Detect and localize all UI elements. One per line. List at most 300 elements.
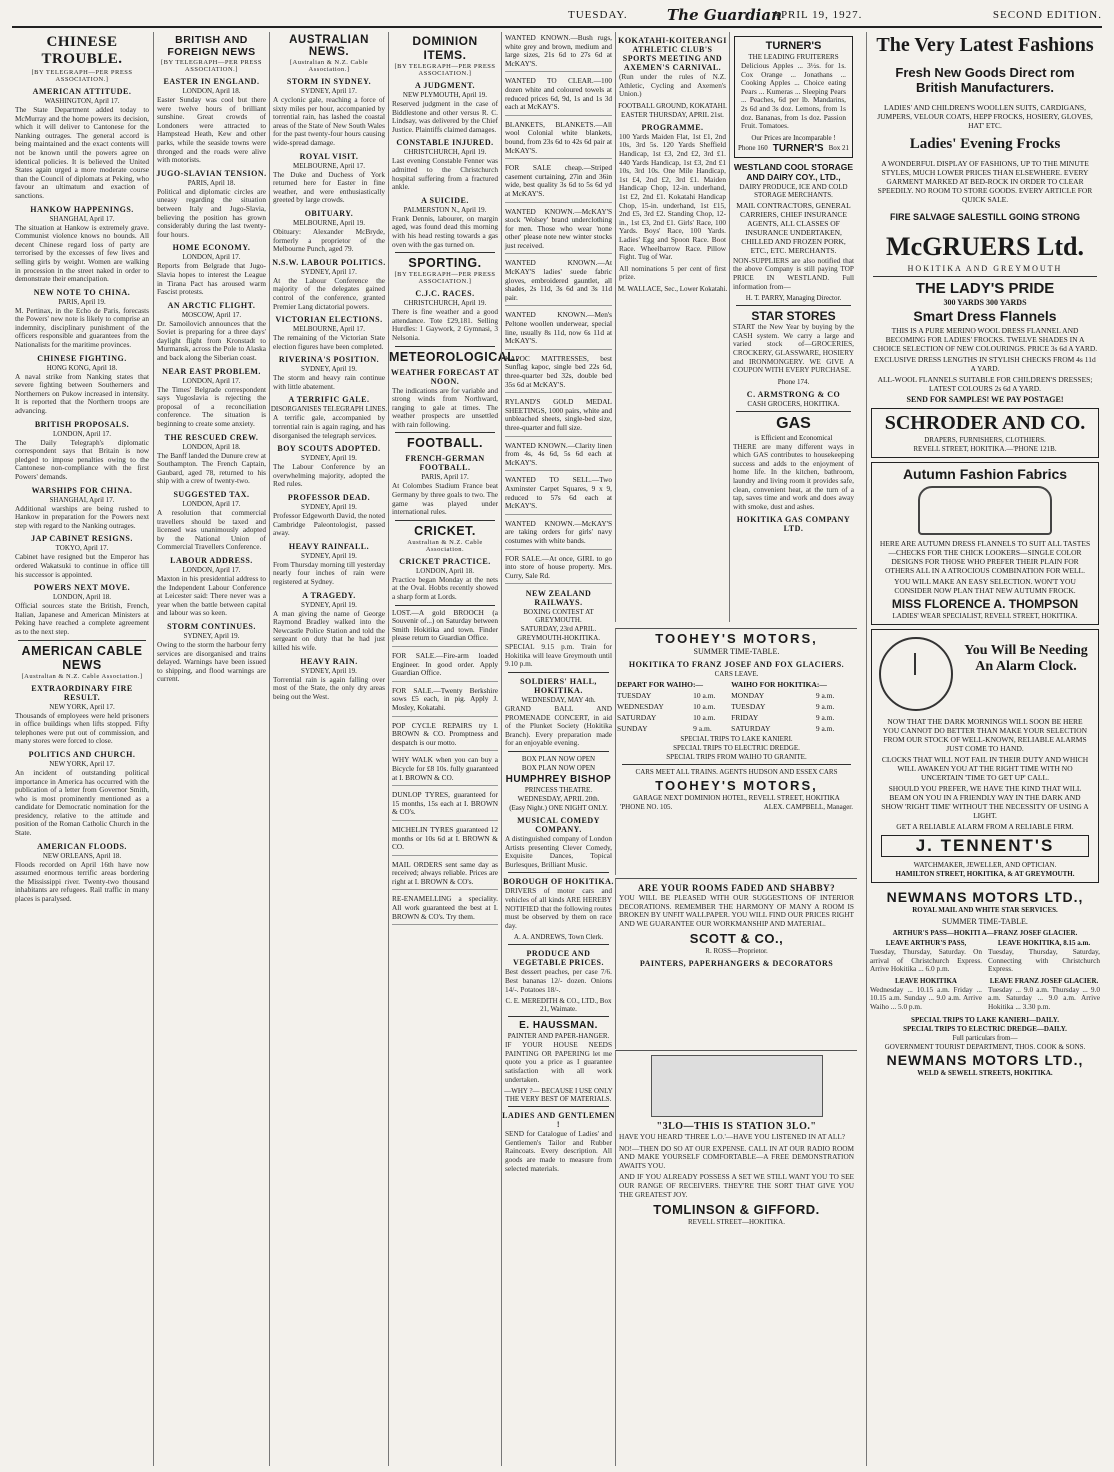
divider bbox=[508, 1106, 609, 1107]
masthead-date: APRIL 19, 1927. bbox=[772, 9, 863, 21]
dateline: SYDNEY, April 19. bbox=[183, 631, 240, 640]
article-text: A naval strike from Nanking states that severe fighting between Southerners and Northerners on Pukow increased in intensity. It is reported that the Northern troops are advancing. bbox=[15, 371, 149, 416]
dateline: LONDON, April 18. bbox=[182, 87, 241, 95]
radio-illustration bbox=[651, 1055, 823, 1117]
newmans-leave: LEAVE HOKITIKA, 8.15 a.m. bbox=[997, 939, 1091, 947]
railways-sub: BOXING CONTEST AT GREYMOUTH. bbox=[523, 608, 594, 625]
article-text: Reserved judgment in the case of Biddlestone and other versus R. C. Lindsay, was delivered by the Chief Justice. Plaintiffs claimed damages. bbox=[392, 99, 498, 134]
classified-ad: FOR SALE.—At once, GIRL to go into store of house property. Mrs. Curry, Sale Rd. bbox=[505, 555, 612, 585]
toohey-sub: SUMMER TIME-TABLE. bbox=[693, 647, 780, 656]
dateline: SYDNEY, April 19. bbox=[301, 454, 357, 463]
railways-dest: GREYMOUTH-HOKITIKA. bbox=[516, 634, 600, 643]
ladys-pride-sub: Smart Dress Flannels bbox=[913, 308, 1057, 324]
headline: FOOTBALL. bbox=[406, 436, 483, 451]
table-row bbox=[616, 701, 857, 712]
article-text: At Colombes Stadium France beat Germany by three goals to two. The game was played under international rules. bbox=[392, 481, 498, 517]
table-cell: 10 a.m. bbox=[693, 713, 716, 722]
article-text: Reports from Belgrade that Jugo-Slavia hopes to interest the League in Tirana Pact has aroused warm Fascist protests. bbox=[157, 261, 266, 297]
table-cell: 9 a.m. bbox=[815, 702, 835, 711]
headline: AUSTRALIAN NEWS. bbox=[289, 34, 369, 58]
classified-ad: WANTED KNOWN.—Men's Peltone woollen underwear, special line, usually 8s 11d, now 6s 11d at McKAY'S. bbox=[505, 311, 612, 349]
section-heading: EASTER IN ENGLAND. bbox=[163, 77, 260, 86]
byline: [BY TELEGRAPH—PER PRESS ASSOCIATION.] bbox=[160, 59, 263, 73]
dateline: CHRISTCHURCH, April 19. bbox=[403, 148, 487, 157]
programme-items: 100 Yards Maiden Flat, 1st £1, 2nd 10s, 3rd 5s. 120 Yards Sheffield Handicap, 1st £3, 2nd £2, 3rd £1. 440 Yards Handicap, 1st £3, 2nd £1 10s, 3rd 10s. One Mile Handicap, 1st £4, 2nd £2, 3rd £1. Maiden Handicap Chop, 12-in. underhand, 1st £2, 2nd £1. Kokatahi Handicap Chop, 15-in. underhand, 1st £15, 2nd £5, 3rd £2. Standing Chop, 12-in., 1st £3, 2nd £1. Girls' Race, 100 Yards. Boys' Race, 100 Yards. Ladies' Egg and Spoon Race. Boot Race. Wheelbarrow Race. Pillow Fight. Tug of War. bbox=[619, 131, 726, 262]
masthead-edition: SECOND EDITION. bbox=[992, 9, 1102, 21]
headline: CHINESE TROUBLE. bbox=[41, 34, 123, 67]
column-chinese-trouble bbox=[12, 32, 152, 1466]
section-heading: AN ARCTIC FLIGHT. bbox=[167, 300, 256, 310]
thompson-sub: LADIES' WEAR SPECIALIST, REVELL STREET, HOKITIKA. bbox=[892, 612, 1078, 620]
dateline: MELBOURNE, April 17. bbox=[293, 325, 365, 334]
article-text: The situation at Hankow is extremely grave. Communist violence knows no bounds. All decent Chinese regard loss of party are terrorised by the excesses of few lives and selling girls by weight. Women are walking in procession in the street naked in order to demonstrate their emancipation. bbox=[15, 222, 149, 284]
star-title: STAR STORES bbox=[751, 309, 836, 324]
divider bbox=[622, 764, 851, 765]
dateline: SYDNEY, April 17. bbox=[301, 87, 357, 95]
company-name: MUSICAL COMEDY COMPANY. bbox=[517, 816, 600, 835]
turners-foot: TURNER'S bbox=[772, 142, 824, 154]
section-heading: C.J.C. RACES. bbox=[415, 289, 475, 299]
theatre-name: PRINCESS THEATRE. bbox=[524, 786, 593, 795]
divider bbox=[395, 346, 495, 347]
headline: CRICKET. bbox=[414, 523, 476, 538]
column-retail-ads bbox=[866, 32, 1103, 1466]
byline: [BY TELEGRAPH—PER PRESS ASSOCIATION.] bbox=[394, 63, 496, 77]
fashions-sub: Fresh New Goods Direct rom British Manufacturers. bbox=[895, 65, 1075, 95]
article-text: Easter Sunday was cool but there were twelve hours of brilliant sunshine. Great crowds of Londoners were attracted to Hampstead Heath, Kew and other parks, while the seaside towns were thronged and the roads were alive with motorists. bbox=[157, 95, 266, 165]
article-text: A cyclonic gale, reaching a force of sixty miles per hour, accompanied by torrential rain, has lashed the coastal areas of the State of New South Wales for the past twenty-four hours causing wide-spread damage. bbox=[273, 95, 385, 147]
toohey-special: SPECIAL TRIPS TO ELECTRIC DREDGE. bbox=[673, 744, 800, 752]
sports-text: (Run under the rules of N.Z. Athletic, Cycling and Axemen's Union.) bbox=[619, 72, 726, 99]
section-heading: ROYAL VISIT. bbox=[299, 151, 359, 161]
masthead-day: TUESDAY. bbox=[568, 9, 628, 21]
article-text: Official sources state the British, French, Italian, Japanese and American Ministers at Peking have reached a complete agreement as to the next step. bbox=[15, 601, 149, 636]
section-heading: BOY SCOUTS ADOPTED. bbox=[277, 444, 381, 454]
masthead-title: The Guardian bbox=[667, 6, 782, 24]
hall-date: WEDNESDAY, MAY 4th. bbox=[521, 696, 596, 705]
newmans-times: Tuesday, Thursday, Saturday. On arrival of Christchurch Express. Arrive Hokitika ... 6.0 p.m. bbox=[870, 947, 982, 974]
dateline: LONDON, April 18. bbox=[53, 593, 111, 602]
ladys-pride-send: SEND FOR SAMPLES! WE PAY POSTAGE! bbox=[906, 395, 1064, 404]
scott-co-ad bbox=[615, 878, 857, 1049]
section-heading: OBITUARY. bbox=[304, 208, 354, 218]
borough-title: BOROUGH OF HOKITIKA. bbox=[503, 877, 614, 887]
table-cell: SUNDAY bbox=[617, 724, 648, 733]
article-text: Torrential rain is again falling over most of the State, the only dry areas being out the West. bbox=[273, 674, 385, 701]
classified-ad: WHY WALK when you can buy a Bicycle for £8 10s. fully guaranteed at I. BROWN & CO. bbox=[392, 756, 498, 786]
toohey-manager: ALEX. CAMPBELL, Manager. bbox=[763, 803, 853, 811]
show-night: (Easy Night.) ONE NIGHT ONLY. bbox=[509, 804, 608, 813]
radio-text: NO!—THEN DO SO AT OUR EXPENSE. CALL IN AT OUR RADIO ROOM AND MAKE YOURSELF COMFORTABLE—A FREE DEMONSTRATION AWAITS YOU. bbox=[619, 1143, 854, 1170]
section-heading: AMERICAN FLOODS. bbox=[37, 841, 127, 851]
newmans-dept: GOVERNMENT TOURIST DEPARTMENT, THOS. COOK & SONS. bbox=[884, 1042, 1086, 1051]
fire-salvage: FIRE SALVAGE SALESTILL GOING STRONG bbox=[889, 212, 1080, 222]
turners-items: Delicious Apples ... 3½s. for 1s. Cox Orange ... Jonathans ... Cooking Apples ... Choice eating Pears ... Kumeras ... Sleeping Pears ... Peaches, 6d per lb. Mandarins, 2s 6d and 3s doz. Lemons, from 1s doz. Bananas, from 1s doz. Passion Fruit. Tomatoes. bbox=[741, 61, 846, 131]
classified-ad: WANTED KNOWN.—Bush rugs, white grey and brown, medium and large sizes, 21s 6d to 27s 6d at McKAY'S. bbox=[505, 34, 612, 72]
table-cell: TUESDAY bbox=[731, 702, 766, 711]
column-dominion-items bbox=[388, 32, 520, 1466]
autumn-text: HERE ARE AUTUMN DRESS FLANNELS TO SUIT ALL TASTES—CHECKS FOR THE CHICK LOOKERS—SINGLE COLOR DESIGNS FOR THOSE WHO PREFER THEIR PLAIN FOR OTHERS ALL IN A ATROCIOUS COMBINATION FOR WELL. bbox=[879, 539, 1091, 575]
headline: METEOROLOGICAL. bbox=[389, 349, 520, 364]
article-text: The Banff landed the Dunure crew at Southampton. The French Captain, Gaubard, aged 78, returned to his ship with a crew of twenty-two. bbox=[157, 450, 266, 486]
section-heading: WEATHER FORECAST AT NOON. bbox=[390, 367, 500, 386]
autumn-title: Autumn Fashion Fabrics bbox=[902, 466, 1068, 482]
newmans-times: Tuesday, Thursday, Saturday, Connecting with Christchurch Express. bbox=[988, 947, 1100, 974]
classified-ad: WANTED KNOWN.—McKAY'S are taking orders for girls' navy costumes with white bands. bbox=[505, 520, 612, 550]
toohey-meet: CARS MEET ALL TRAINS. AGENTS HUDSON AND ESSEX CARS bbox=[635, 768, 838, 776]
article-text: A man giving the name of George Raymond Bradley walked into the Newcastle Police Station and told the sergeant on duty that he had just killed his wife. bbox=[273, 608, 385, 652]
newmans-leave: LEAVE HOKITIKA bbox=[895, 976, 957, 985]
section-heading: CRICKET PRACTICE. bbox=[399, 556, 491, 566]
table-cell: SATURDAY bbox=[731, 724, 771, 733]
toohey-timetable bbox=[616, 679, 857, 734]
newmans-foot: NEWMANS MOTORS LTD., bbox=[886, 1051, 1084, 1068]
dateline: SYDNEY, April 19. bbox=[301, 551, 357, 560]
section-heading: CHINESE FIGHTING. bbox=[37, 353, 127, 363]
table-cell: SATURDAY bbox=[617, 713, 657, 722]
ladys-pride-title: THE LADY'S PRIDE bbox=[915, 280, 1055, 297]
byline: [Australian & N.Z. Cable Association.] bbox=[289, 59, 369, 73]
section-heading: POWERS NEXT MOVE. bbox=[33, 583, 131, 593]
table-cell: 9 a.m. bbox=[815, 713, 835, 722]
gas-title: GAS bbox=[776, 414, 811, 432]
railways-title: NEW ZEALAND RAILWAYS. bbox=[525, 589, 592, 608]
article-text: The storm and heavy rain continue with little abatement. bbox=[273, 373, 385, 391]
ladys-pride-text: ALL-WOOL FLANNELS SUITABLE FOR CHILDREN'S DRESSES; LATEST COLOURS 2s 6d A YARD. bbox=[877, 375, 1093, 393]
frocks-text: A WONDERFUL DISPLAY OF FASHIONS, UP TO THE MINUTE STYLES, MUCH LOWER PRICES THAN ELSEWHERE. EVERY GARMENT MARKED AT BED-ROCK IN ORDER TO CLEAR SPEEDILY. NO ROOM TO STORE GOODS. EVERY ARTICLE FOR QUICK SALE. bbox=[877, 159, 1093, 204]
divider bbox=[736, 411, 851, 412]
dateline: MELBOURNE, April 17. bbox=[293, 161, 365, 170]
haussman-why: —WHY ?— BECAUSE I USE ONLY THE VERY BEST OF MATERIALS. bbox=[504, 1087, 613, 1104]
performer-name: HUMPHREY BISHOP bbox=[505, 774, 612, 786]
toohey-leave: CARS LEAVE. bbox=[714, 670, 759, 678]
section-heading: HEAVY RAIN. bbox=[300, 656, 358, 666]
article-text: M. Pertinax, in the Echo de Paris, forecasts the Powers' new note is likely to comprise an indemnity, disciplinary punishment of the officers responsible and guarantees from the Nationalists for the maritime provinces. bbox=[15, 305, 149, 350]
turners-footer bbox=[738, 143, 849, 154]
section-heading: EXTRAORDINARY FIRE RESULT. bbox=[31, 683, 133, 702]
dateline: LONDON, April 18. bbox=[416, 566, 474, 575]
dateline: SYDNEY, April 19. bbox=[301, 365, 357, 374]
schroder-addr: REVELL STREET, HOKITIKA.—'PHONE 121B. bbox=[913, 445, 1057, 453]
produce-sign: C. E. MEREDITH & CO., LTD., Box 21, Waimate. bbox=[505, 997, 612, 1014]
newmans-schedule bbox=[867, 938, 1103, 1015]
section-heading: FRENCH-GERMAN FOOTBALL. bbox=[405, 454, 485, 473]
table-row bbox=[616, 723, 857, 734]
newmans-schedule-left bbox=[867, 938, 985, 1015]
classified-ad: POP CYCLE REPAIRS try I. BROWN & CO. Promptness and despatch is our motto. bbox=[392, 722, 498, 752]
programme-heading: PROGRAMME. bbox=[641, 122, 704, 132]
newmans-sub: ROYAL MAIL AND WHITE STAR SERVICES. bbox=[912, 906, 1058, 914]
section-heading: CONSTABLE INJURED. bbox=[396, 138, 494, 148]
box-plan: BOX PLAN NOW OPEN bbox=[521, 755, 596, 764]
dateline: LONDON, April 17. bbox=[182, 376, 241, 385]
article-text: Political and diplomatic circles are uneasy regarding the situation between Italy and Jugo-Slavia, believing the position has grown considerably during the last twenty-four hours. bbox=[157, 186, 266, 239]
alarm-title: You Will Be Needing An Alarm Clock. bbox=[964, 643, 1088, 674]
fashions-text: LADIES' AND CHILDREN'S WOOLLEN SUITS, CARDIGANS, JUMPERS, VELOUR COATS, HEPP FROCKS, HOSIERY, GLOVES, HAT' ETC. bbox=[877, 103, 1093, 130]
westland-text: MAIL CONTRACTORS, GENERAL CARRIERS, CHIEF INSURANCE AGENTS, ALL CLASSES OF INSURANCE UNDERTAKEN, CHILLED AND FROZEN PORK, ETC., ETC. MERCHANTS. bbox=[736, 200, 851, 255]
classified-ad: BLANKETS, BLANKETS.—All wool Colonial white blankets, bound, from 23s 6d to 42s 6d pair at McKAY'S. bbox=[505, 121, 612, 159]
headline: BRITISH AND FOREIGN NEWS bbox=[167, 34, 256, 58]
westland-sub: DAIRY PRODUCE, ICE AND COLD STORAGE MERCHANTS. bbox=[739, 182, 848, 199]
classified-ad: LOST.—A gold BROOCH (a Souvenir of...) on Saturday between Smith Hokitika and town. Finder please return to Guardian Office. bbox=[392, 609, 498, 647]
toohey-special: SPECIAL TRIPS TO LAKE KANIERI. bbox=[680, 735, 793, 743]
alarm-text: NOW THAT THE DARK MORNINGS WILL SOON BE HERE YOU CANNOT DO BETTER THAN MAKE YOUR SELECTION FROM OUR STOCK OF WELL-KNOWN, RELIABLE ALARMS JUST COME TO HAND. bbox=[882, 717, 1088, 753]
headline: DOMINION ITEMS. bbox=[412, 34, 478, 62]
section-heading: N.S.W. LABOUR POLITICS. bbox=[272, 257, 386, 267]
autumn-fabrics-ad bbox=[871, 462, 1099, 625]
dateline: LONDON, April 17. bbox=[182, 565, 241, 574]
divider bbox=[508, 751, 609, 752]
haussman-sub: PAINTER AND PAPER-HANGER. bbox=[507, 1032, 610, 1041]
scott-name: SCOTT & CO., bbox=[689, 931, 784, 947]
article-text: The Duke and Duchess of York returned here for Easter in fine weather, and were enthusiastically greeted by large crowds. bbox=[273, 169, 385, 205]
section-heading: A JUDGMENT. bbox=[414, 81, 476, 90]
dateline: SHANGHAI, April 17. bbox=[49, 495, 115, 504]
article-text: The indications are for variable and strong winds from Northward, ranging to gale at times. The weather prospects are unsettled with rain following. bbox=[392, 385, 498, 429]
armchair-illustration bbox=[918, 486, 1052, 535]
dateline: NEW YORK, April 17. bbox=[49, 702, 115, 711]
radio-text: AND IF YOU ALREADY POSSESS A SET WE STILL WANT YOU TO SEE OUR RANGE OF RECEIVERS. THEY'RE THE SORT THAT GIVE YOU THE GREATEST JOY. bbox=[619, 1172, 854, 1199]
newmans-schedule-right bbox=[985, 938, 1103, 1015]
dateline: SYDNEY, April 19. bbox=[301, 666, 357, 675]
section-heading: JUGO-SLAVIAN TENSION. bbox=[156, 168, 267, 178]
dateline: HONG KONG, April 18. bbox=[46, 363, 118, 372]
sports-title: KOKATAHI-KOITERANGI ATHLETIC CLUB'S SPORTS MEETING AND AXEMEN'S CARNIVAL. bbox=[618, 36, 727, 72]
classified-ad: WANTED KNOWN.—At McKAY'S ladies' suede fabric gloves, embroidered gauntlet, all shades, 2s 11d, 3s 6d and 3s 11d pair. bbox=[505, 259, 612, 306]
article-text: The Labour Conference by an overwhelming majority, adopted the Red rules. bbox=[273, 462, 385, 489]
section-heading: PROFESSOR DEAD. bbox=[287, 493, 371, 503]
section-heading: SUGGESTED TAX. bbox=[173, 490, 250, 499]
fashions-title: The Very Latest Fashions bbox=[876, 34, 1094, 56]
classified-ad: FOR SALE.—Fire-arm loaded Engineer. In good order. Apply Guardian Office. bbox=[392, 652, 498, 682]
toohey-route: HOKITIKA TO FRANZ JOSEF AND FOX GLACIERS. bbox=[628, 660, 845, 669]
classified-ad: WANTED KNOWN.—McKAY'S stock 'Wolsey' brand underclothing for men. Those who wear 'none other' please note new winter stocks just received. bbox=[505, 208, 612, 255]
table-cell: 10 a.m. bbox=[693, 702, 716, 711]
sports-sign: M. WALLACE, Sec., Lower Kokatahi. bbox=[617, 284, 728, 293]
dateline: LONDON, April 17. bbox=[53, 429, 111, 438]
dateline: NEW PLYMOUTH, April 19. bbox=[402, 91, 488, 99]
table-cell: 9 a.m. bbox=[815, 724, 835, 733]
dateline: PARIS, April 17. bbox=[421, 473, 469, 482]
column-kokatahi-sports bbox=[615, 32, 729, 622]
article-text: An incident of outstanding political importance in America has occurred with the publication of a letter from Governor Smith, who is most prominently mentioned as a candidate for Democratic nomination for the presidency, relative to the attitude and position of the Roman Catholic Church in the State. bbox=[15, 767, 149, 838]
gas-text: THERE are many different ways in which GAS contributes to housekeeping success and adds to the enjoyment of home life. In the kitchen, bathroom, laundry and living room it provides safe, clean, convenient heat, at the turn of a tap, saves time and work and does away with smoke, dust and ashes. bbox=[733, 441, 854, 511]
schroder-title: SCHRODER AND CO. bbox=[884, 412, 1086, 434]
masthead bbox=[12, 4, 1102, 28]
section-heading: BRITISH PROPOSALS. bbox=[34, 419, 130, 429]
borough-text: DRIVERS of motor cars and vehicles of all kinds ARE HEREBY NOTIFIED that the following routes must be observed by them on race day. bbox=[505, 886, 613, 930]
classified-ad: FOR SALE cheap.—Striped casement curtaining, 27in and 36in wide, best quality 3s 6d to 5s 6d yd at McKAY'S. bbox=[505, 164, 612, 202]
ladies-text: SEND for Catalogue of Ladies' and Gentlemen's Tailor and Rubber Raincoats. Every description. All goods are made to measure from selected materials. bbox=[505, 1129, 612, 1173]
section-heading: A SUICIDE. bbox=[421, 195, 469, 205]
article-text: Professor Edgeworth David, the noted Cambridge Paleontologist, passed away. bbox=[273, 511, 385, 538]
article-text: Last evening Constable Fenner was admitted to the Christchurch hospital suffering from a fractured ankle. bbox=[392, 156, 498, 192]
newmans-timetable: SUMMER TIME-TABLE. bbox=[942, 917, 1028, 926]
scott-trade: PAINTERS, PAPERHANGERS & DECORATORS bbox=[639, 959, 834, 969]
toohey-footer bbox=[620, 803, 853, 811]
dateline: WASHINGTON, April 17. bbox=[44, 97, 120, 105]
dateline: PARIS, April 19. bbox=[58, 297, 106, 306]
alarm-text: GET A RELIABLE ALARM FROM A RELIABLE FIRM. bbox=[896, 822, 1074, 831]
section-heading: NEAR EAST PROBLEM. bbox=[162, 366, 261, 376]
classified-ad: FOR SALE.—Twenty Berkshire sows £5 each, in pig. Apply J. Mosley, Kokatahi. bbox=[392, 687, 498, 717]
article-text: At the Labour Conference the majority of the delegates gained control of the conference, granted Premier Lang dictatorial powers. bbox=[273, 275, 385, 311]
newmans-times: Wednesday ... 10.15 a.m. Friday ... 10.15 a.m. Sunday ... 9.0 a.m. Arrive Waiho ... 5.0 p.m. bbox=[870, 984, 982, 1011]
divider bbox=[395, 252, 495, 253]
article-text: The State Department added today to McMurray and the home powers its decision, which it will deliver to Cantonese for the Nanking outrages. The general accord is being maintained and the exact contents will not be known until the powers agree on identical policies. It is believed the United States again urged a more moderate course than the Council of diplomats at Peking, who favour an ultimatum and exaction of sanctions. bbox=[15, 105, 149, 200]
tennent-addr: HAMILTON STREET, HOKITIKA, & AT GREYMOUTH. bbox=[895, 870, 1075, 878]
section-heading: NEW NOTE TO CHINA. bbox=[33, 287, 131, 297]
byline: Australian & N.Z. Cable Association. bbox=[407, 538, 483, 553]
column-classifieds bbox=[501, 32, 615, 1466]
column-australian-news bbox=[269, 32, 388, 1466]
section-heading: HEAVY RAINFALL. bbox=[288, 541, 370, 551]
ladys-pride-yards: 300 YARDS 300 YARDS bbox=[943, 298, 1027, 307]
sports-ground: FOOTBALL GROUND, KOKATAHI. bbox=[618, 101, 727, 110]
table-cell: WEDNESDAY bbox=[617, 702, 664, 711]
dateline: TOKYO, April 17. bbox=[55, 544, 109, 553]
box-plan: BOX PLAN NOW OPEN bbox=[521, 764, 596, 773]
dateline: SHANGHAI, April 17. bbox=[49, 214, 115, 223]
tomlinson-name: TOMLINSON & GIFFORD. bbox=[653, 1202, 820, 1218]
classified-ad: WANTED KNOWN.—Clarity linen from 4s, 4s 6d, 5s 6d each at McKAY'S. bbox=[505, 442, 612, 472]
hall-text: GRAND BALL AND PROMENADE CONCERT, in aid of the Plunket Society (Hokitika Branch). Every preparation made for an enjoyable evening. bbox=[505, 704, 612, 748]
westland-sign: H. T. PARRY, Managing Director. bbox=[745, 294, 842, 303]
section-heading: WARSHIPS FOR CHINA. bbox=[31, 485, 133, 495]
section-heading: HOME ECONOMY. bbox=[172, 243, 251, 253]
article-text: The Times' Belgrade correspondent says Yugoslavia is rejecting the proposal of a reconciliation conference. The situation is beginning to create some anxiety. bbox=[157, 384, 266, 429]
table-cell: 9 a.m. bbox=[693, 724, 712, 733]
dateline: PARIS, April 18. bbox=[187, 178, 236, 187]
column-turners bbox=[729, 32, 857, 622]
dateline: MELBOURNE, April 19. bbox=[293, 218, 365, 227]
article-text: From Thursday morning till yesterday nearly four inches of rain were registered at Sydney. bbox=[273, 559, 385, 586]
headline: SPORTING. bbox=[408, 256, 482, 271]
haussman-name: E. HAUSSMAN. bbox=[519, 1020, 598, 1032]
byline: [Australian & N.Z. Cable Association.] bbox=[21, 672, 143, 680]
turners-sub: THE LEADING FRUITERERS bbox=[748, 53, 839, 61]
mcgruers-sub: HOKITIKA AND GREYMOUTH bbox=[907, 264, 1063, 273]
classified-ad: MICHELIN TYRES guaranteed 12 months or 10s 6d at I. BROWN & CO. bbox=[392, 826, 498, 856]
divider bbox=[508, 872, 609, 873]
divider bbox=[508, 672, 609, 673]
classified-ad: MAIL ORDERS sent same day as received; always reliable. Prices are right at I. BROWN & CO's. bbox=[392, 861, 498, 891]
haussman-text: IF YOUR HOUSE NEEDS PAINTING OR PAPERING let me quote you a price as I guarantee satisfaction with all work undertaken. bbox=[505, 1040, 612, 1084]
dateline: MOSCOW, April 17. bbox=[181, 310, 242, 319]
table-cell: TUESDAY bbox=[617, 691, 652, 700]
railways-date: SATURDAY, 23rd APRIL. bbox=[520, 625, 597, 634]
dateline: LONDON, April 17. bbox=[182, 500, 241, 508]
star-sign: C. ARMSTRONG & CO bbox=[746, 389, 841, 399]
scott-prop: R. ROSS—Proprietor. bbox=[705, 947, 768, 956]
headline: AMERICAN CABLE NEWS bbox=[21, 643, 143, 672]
toohey-motors-ad bbox=[615, 628, 857, 875]
ladys-pride-text: EXCLUSIVE DRESS LENGTHS IN STYLISH CHECKS FROM 4s 11d A YARD. bbox=[874, 355, 1096, 373]
dateline: LONDON, April 18. bbox=[182, 442, 241, 451]
dateline: SYDNEY, April 19. bbox=[301, 503, 357, 512]
toohey-phone: 'PHONE NO. 105. bbox=[620, 803, 673, 811]
table-header: DEPART FOR WAIHO:— bbox=[617, 680, 703, 689]
dateline: NEW ORLEANS, April 18. bbox=[42, 851, 122, 860]
section-heading: RIVERINA'S POSITION. bbox=[278, 355, 380, 365]
turners-ad bbox=[734, 36, 853, 158]
divider bbox=[508, 944, 609, 945]
article-text: Thousands of employees were held prisoners in office buildings when lifts stopped. Fifty telephones were put out of commission, and many stores were forced to close. bbox=[15, 710, 149, 746]
toohey-special: SPECIAL TRIPS FROM WAIHO TO GRANITE. bbox=[666, 753, 807, 761]
article-text: Owing to the storm the harbour ferry services are disorganised and trains delayed. Warnings have been issued to shipping, and flood warnings are current. bbox=[157, 639, 266, 684]
article-text: Dr. Samoilovich announces that the Soviet is preparing for a three days' daylight flight from Kronstadt to Murmansk, across the Pole to Alaska and back along the Siberian coast. bbox=[157, 318, 266, 363]
star-text: START the New Year by buying by the CASH system. We carry a large and varied stock of—GROCERIES, CROCKERY, GLASSWARE, HOSIERY and IRONMONGERY. WE GIVE A COUPON WITH EVERY PURCHASE. bbox=[733, 322, 854, 375]
article-text: A resolution that commercial travellers should be taxed and licensed was unanimously adopted by the National Union of Commercial Travellers Conference. bbox=[157, 508, 266, 552]
section-heading: JAP CABINET RESIGNS. bbox=[31, 534, 133, 544]
table-row bbox=[616, 690, 857, 701]
table-cell: MONDAY bbox=[731, 691, 765, 700]
gas-sub: is Efficient and Economical bbox=[754, 433, 833, 442]
table-row bbox=[616, 679, 857, 690]
newmans-title: NEWMANS MOTORS LTD., bbox=[886, 889, 1084, 905]
dateline: LONDON, April 17. bbox=[182, 253, 241, 262]
show-date: WEDNESDAY, APRIL 20th. bbox=[517, 795, 600, 804]
section-heading: A TERRIFIC GALE. bbox=[288, 395, 370, 405]
byline: [BY TELEGRAPH—PER PRESS ASSOCIATION.] bbox=[394, 271, 496, 286]
frocks-title: Ladies' Evening Frocks bbox=[909, 136, 1061, 152]
turners-note: Our Prices are Incomparable ! bbox=[751, 133, 836, 142]
dateline: SYDNEY, April 19. bbox=[301, 600, 357, 609]
article-text: There is fine weather and a good attendance. Tote £29,181. Selling Hurdles: 1 Gaywork, 2 Gymnasi, 3 Nelsonia. bbox=[392, 307, 498, 342]
classified-ad: DUNLOP TYRES, guaranteed for 15 months, 15s each at I. BROWN & CO's. bbox=[392, 791, 498, 821]
thompson-name: MISS FLORENCE A. THOMPSON bbox=[891, 597, 1079, 611]
article-text: The Daily Telegraph's diplomatic correspondent says that Britain is now pledged to impose penalties owing to the Cantonese non-compliance with the first Powers' demands. bbox=[15, 437, 149, 481]
newmans-times: Tuesday ... 9.0 a.m. Thursday ... 9.0 a.m. Saturday ... 9.0 a.m. Arrive Hokitika ... 3.30 p.m. bbox=[988, 984, 1100, 1011]
scott-text: YOU WILL BE PLEASED WITH OUR SUGGESTIONS OF INTERIOR DECORATIONS. REMEMBER THE HARMONY OF MANY A ROOM IS BROKEN BY UNFIT WALLPAPER. YOU WILL FIND OUR PRICES RIGHT AND WE GUARANTEE OUR WORKMANSHIP AND MATERIAL. bbox=[619, 893, 854, 928]
dateline: NEW YORK, April 17. bbox=[49, 759, 115, 768]
newmans-route: ARTHUR'S PASS—HOKITI A—FRANZ JOSEF GLACIER. bbox=[892, 929, 1078, 937]
table-header: WAIHO FOR HOKITIKA:— bbox=[731, 680, 827, 689]
section-heading: AMERICAN ATTITUDE. bbox=[32, 87, 132, 96]
section-heading: THE RESCUED CREW. bbox=[164, 432, 259, 442]
article-text: Practice began Monday at the nets at the Oval. Hobbs recently showed a sharp form at Lords. bbox=[392, 574, 498, 602]
toohey-title: TOOHEY'S MOTORS, bbox=[655, 631, 818, 646]
article-text: Frank Dennis, labourer, on margin aged, was found dead this morning with his head resting towards a gas oven with the gas turned on. bbox=[392, 213, 498, 249]
borough-sign: A. A. ANDREWS, Town Clerk. bbox=[513, 933, 604, 942]
programme-note: All nominations 5 per cent of first prize. bbox=[619, 263, 726, 282]
newmans-special: SPECIAL TRIPS TO LAKE KANIERI—DAILY. bbox=[911, 1015, 1059, 1024]
radio-headline: "3LO—THIS IS STATION 3LO." bbox=[656, 1121, 817, 1132]
table-cell: FRIDAY bbox=[731, 713, 759, 722]
classified-ad: RYLAND'S GOLD MEDAL SHEETINGS, 1000 pairs, white and unbleached sheets, single-bed size, three-quarter and full size. bbox=[505, 398, 612, 436]
mcgruers-title: McGRUERS Ltd. bbox=[886, 232, 1084, 261]
tomlinson-addr: REVELL STREET—HOKITIKA. bbox=[688, 1218, 785, 1227]
newmans-full: Full particulars from— bbox=[952, 1033, 1018, 1042]
article-text: A terrific gale, accompanied by torrential rain is again raging, and has disorganised the telegraph services. bbox=[273, 413, 385, 440]
section-heading: POLITICS AND CHURCH. bbox=[28, 749, 136, 759]
article-text: Floods recorded on April 16th have now assumed enormous terrific areas bordering the Mississippi river. Twenty-two thousand inhabitants are refugees. Rail traffic in many places is paralysed. bbox=[15, 859, 149, 904]
section-heading: HANKOW HAPPENINGS. bbox=[30, 204, 134, 214]
article-text: The remaining of the Victorian State election figures have been completed. bbox=[273, 333, 385, 351]
westland-note: NON-SUPPLIERS are also notified that the above Company is still paying TOP PRICE IN WESTLAND. Full information from— bbox=[733, 255, 854, 291]
section-heading: STORM CONTINUES. bbox=[167, 621, 256, 631]
alarm-clock-icon bbox=[879, 637, 953, 711]
section-heading: STORM IN SYDNEY. bbox=[286, 77, 372, 86]
article-text: Additional warships are being rushed to Hankow in preparation for the Powers next step with regard to the Nanking outrages. bbox=[15, 503, 149, 530]
schroder-ad bbox=[871, 408, 1099, 458]
dateline: PALMERSTON N., April 19. bbox=[403, 205, 487, 214]
produce-title: PRODUCE AND VEGETABLE PRICES. bbox=[512, 949, 605, 968]
divider bbox=[395, 605, 495, 606]
dateline: CHRISTCHURCH, April 19. bbox=[403, 299, 487, 308]
divider bbox=[736, 305, 851, 306]
alarm-text: SHOULD YOU PREFER, WE HAVE THE KIND THAT WILL BEAM ON YOU IN A FRIENDLY WAY IN THE DARK AND SHOW 'RIGHT TIME' WITHOUT THE NECESSITY OF USING A LIGHT. bbox=[881, 784, 1089, 820]
